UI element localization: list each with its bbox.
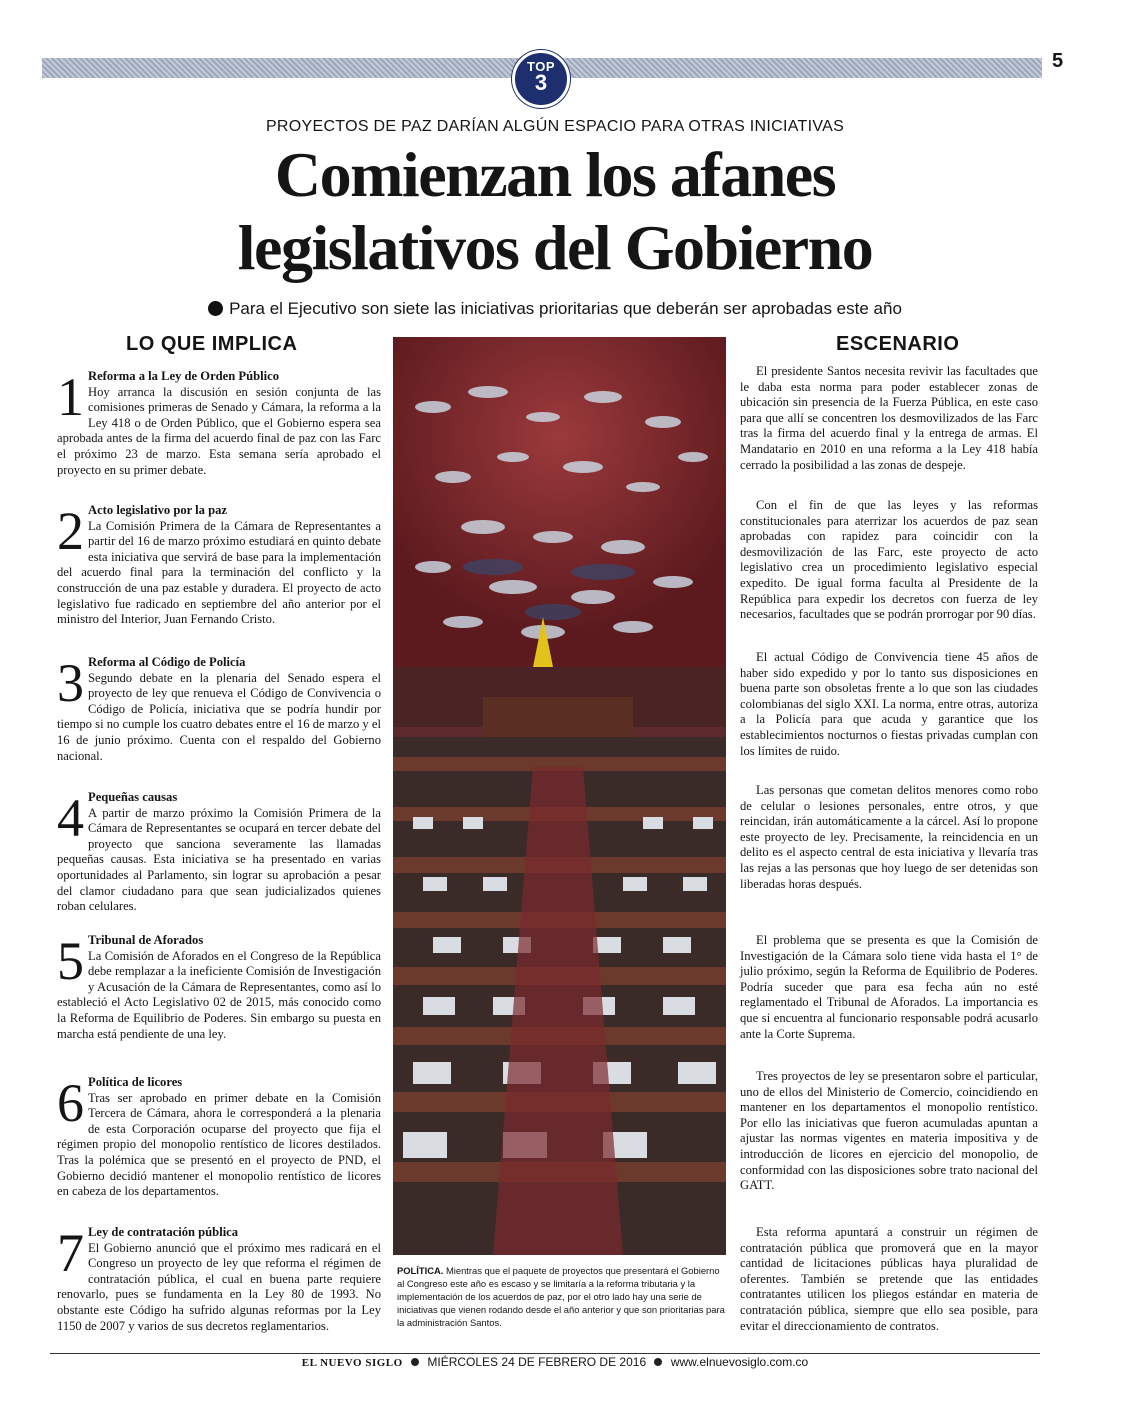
list-item [57,655,381,764]
right-column-title: ESCENARIO [836,333,960,355]
left-column-title: LO QUE IMPLICA [126,333,298,355]
item-text: Segundo debate en la plenaria del Senado espera el proyecto de ley que renueva el Código de Convivencia o Código de Policía, iniciativa que se podría hundir por tiempo si no cumple los cuatro debates entre el 16 de marzo y el 16 de junio próximo. Cuenta con el respaldo del Gobierno nacional. [57,670,381,763]
item-title: Tribunal de Aforados [88,933,204,947]
caption-label: POLÍTICA. [397,1265,444,1276]
badge-label: TOP [527,59,555,74]
item-text: Tras ser aprobado en primer debate en la Comisión Tercera de Cámara, ahora le corresponderá a la plenaria de esta Corporación ocuparse del proyecto que fija el régimen propio del monopolio rentístico de licores destilados. Tras la polémica que se presentó en el proyecto de PND, el Gobierno decidió mantener el monopolio rentístico de licores en cabeza de los departamentos. [57,1090,381,1199]
item-text: La Comisión de Aforados en el Congreso de la República debe remplazar a la ineficiente Comisión de Investigación y Acusación de la Cámara de Representantes, como así lo estableció el Acto Legislativo 02 de 2015, más conocido como la Reforma de Equilibrio de Poderes. Sin embargo su puesta en marcha está pendiente de una ley. [57,948,381,1041]
footer-dot-icon [654,1358,662,1366]
item-text: La Comisión Primera de la Cámara de Representantes a partir del 16 de marzo próximo estudiará en quinto debate esta iniciativa que servirá de base para la implementación del acuerdo final para la terminación del conflicto y la construcción de una paz estable y duradera. El proyecto de acto legislativo fue radicado en septiembre del año anterior por el ministro del Interior, Juan Fernando Cristo. [57,518,381,627]
photo-caption [397,1264,727,1329]
footer-url[interactable]: www.elnuevosiglo.com.co [670,1355,809,1369]
page-number: 5 [1052,50,1064,72]
right-paragraph: Esta reforma apuntará a construir un régimen de contratación pública que promoverá que en la mayor cantidad de licitaciones públicas haya pluralidad de oferentes. También se pretende que las entidades contratantes utilicen los pliegos estándar en materia de contratación pública, siempre que ello sea posible, para evitar el direccionamiento de contratos. [740,1225,1038,1333]
right-paragraph: El presidente Santos necesita revivir las facultades que le daba esta norma para poder establecer zonas de ubicación sin presencia de la Fuerza Pública, en este caso para que allí se concentren los desmovilizados de las Farc tras la firma del acuerdo final y la entrega de armas. El Mandatario en 2010 en una reforma a la Ley 418 había cerrado la posibilidad a las zonas de despeje. [740,364,1038,472]
headline-line-1: Comienzan los afanes [274,139,836,210]
item-title: Reforma al Código de Policía [88,655,246,669]
item-title: Acto legislativo por la paz [88,503,227,517]
item-title: Ley de contratación pública [88,1225,239,1239]
item-number: 1 [57,367,84,427]
item-text: A partir de marzo próximo la Comisión Primera de la Cámara de Representantes se ocupará en tercer debate del proyecto que sanciona severamente las llamadas pequeñas causas. Esta iniciativa se ha presentado en varias oportunidades al Parlamento, sin lograr su aprobación a pesar del clamor ciudadano para que sean judicializados quienes roban celulares. [57,805,381,914]
top-badge [512,50,570,108]
list-item [57,1225,381,1334]
right-paragraph: El actual Código de Convivencia tiene 45 años de haber sido expedido y por lo tanto sus disposiciones en buena parte son obsoletas frente a lo que son las ciudades colombianas del siglo XXI. La norma, entre otras, autoriza a la Policía para que acuda y garantice que los establecimientos nocturnos o fiestas privadas cumplan con los límites de ruido. [740,650,1038,758]
footer [0,1355,1110,1369]
footer-date: MIÉRCOLES 24 DE FEBRERO DE 2016 [427,1355,647,1369]
bullet-icon [208,301,223,316]
congress-photo [393,337,726,1255]
item-number: 6 [57,1073,84,1133]
item-title: Política de licores [88,1075,183,1089]
caption-text: Mientras que el paquete de proyectos que presentará el Gobierno al Congreso este año es escaso y se limitaría a la reforma tributaria y la implementación de los acuerdos de paz, por el otro lado hay una serie de iniciativas que vienen rodando desde el año anterior y que son prioritarias para la administración Santos. [397,1265,725,1328]
footer-rule [50,1353,1040,1354]
badge-number: 3 [534,70,548,95]
list-item [57,790,381,915]
item-number: 4 [57,788,84,848]
item-number: 5 [57,931,84,991]
subhead-text: Para el Ejecutivo son siete las iniciativas prioritarias que deberán ser aprobadas este año [229,299,902,318]
right-paragraph: Las personas que cometan delitos menores como robo de celular o lesiones personales, entre otros, y que reincidan, irán automáticamente a la cárcel. Así lo propone este proyecto de ley. Precisamente, la reincidencia en un delito es el aspecto central de esta iniciativa y llevaría tras las rejas a las personas que hoy luego de ser detenidas son liberadas horas después. [740,783,1038,891]
kicker: PROYECTOS DE PAZ DARÍAN ALGÚN ESPACIO PARA OTRAS INICIATIVAS [265,118,845,135]
item-text: Hoy arranca la discusión en sesión conjunta de las comisiones primeras de Senado y Cámara, la reforma a la Ley 418 o de Orden Público, que el Gobierno espera sea aprobada antes de la firma del acuerdo final de paz con las Farc el próximo 23 de marzo. Esta semana sería aprobado el proyecto en su primer debate. [57,384,381,477]
list-item [57,369,381,478]
footer-brand: EL NUEVO SIGLO [301,1357,403,1369]
subhead [0,299,1110,319]
headline-line-2: legislativos del Gobierno [237,212,873,283]
item-number: 2 [57,501,84,561]
headline [0,138,1110,284]
footer-dot-icon [411,1358,419,1366]
list-item [57,503,381,628]
right-paragraph: Tres proyectos de ley se presentaron sobre el particular, uno de ellos del Ministerio de Comercio, coincidiendo en mantener en los departamentos el monopolio rentístico. Por ello las iniciativas que fueron acumuladas apuntan a ajustar las normas vigentes en materia impositiva y de introducción de licores en ejercicio del monopolio, de conformidad con las disposiciones sobre trato nacional del GATT. [740,1069,1038,1193]
list-item [57,1075,381,1200]
item-title: Pequeñas causas [88,790,178,804]
right-paragraph: Con el fin de que las leyes y las reformas constitucionales para aterrizar los acuerdos de paz sean aprobadas con rapidez para coincidir con la desmovilización de las Farc, este proyecto de acto legislativo crea un procedimiento legislativo especial expedito. De igual forma faculta al Presidente de la República para expedir los decretos con fuerza de ley necesarios, facultades que se podrán prorrogar por 90 días. [740,498,1038,622]
list-item [57,933,381,1042]
photo-illustration [393,337,726,1255]
item-text: El Gobierno anunció que el próximo mes radicará en el Congreso un proyecto de ley que reforma el régimen de contratación pública, el cual en buena parte requiere renovarlo, pues se fundamenta en la Ley 80 de 1993. No obstante este Código ha sufrido algunas reformas por la Ley 1150 de 2007 y varios de sus decretos reglamentarios. [57,1240,381,1333]
item-number: 7 [57,1223,84,1283]
item-number: 3 [57,653,84,713]
right-paragraph: El problema que se presenta es que la Comisión de Investigación de la Cámara solo tiene vida hasta el 1° de julio próximo, según la Reforma de Equilibrio de Poderes. Podría suceder que para esa fecha aún no esté reglamentado el Tribunal de Aforados. La importancia es que si encuentra al funcionario responsable podrá acusarlo ante la Corte Suprema. [740,933,1038,1041]
item-title: Reforma a la Ley de Orden Público [88,369,279,383]
